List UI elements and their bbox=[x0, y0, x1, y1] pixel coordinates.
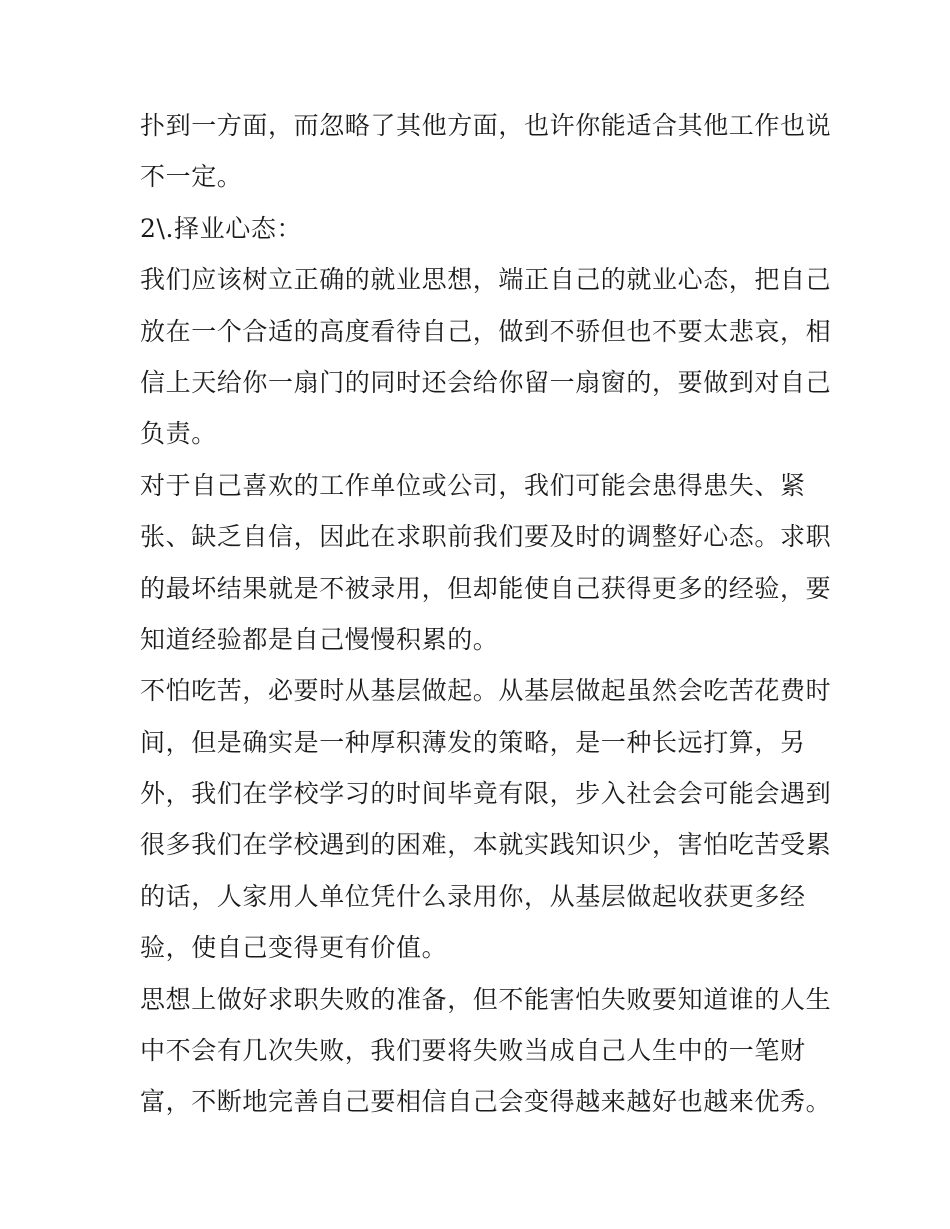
text-line: 中不会有几次失败，我们要将失败当成自己人生中的一笔财 bbox=[140, 1036, 806, 1066]
text-line: 外，我们在学校学习的时间毕竟有限，步入社会会可能会遇到 bbox=[140, 779, 832, 809]
text-line: 信上天给你一扇门的同时还会给你留一扇窗的，要做到对自己 bbox=[140, 367, 832, 397]
text-line: 很多我们在学校遇到的困难，本就实践知识少，害怕吃苦受累 bbox=[140, 830, 832, 860]
section-heading: 2\.择业心态： bbox=[140, 213, 303, 243]
text-line: 不一定。 bbox=[140, 162, 243, 192]
text-line: 我们应该树立正确的就业思想，端正自己的就业心态，把自己 bbox=[140, 265, 832, 295]
text-line: 的话，人家用人单位凭什么录用你，从基层做起收获更多经 bbox=[140, 881, 806, 911]
text-line: 对于自己喜欢的工作单位或公司，我们可能会患得患失、紧 bbox=[140, 470, 806, 500]
text-line: 放在一个合适的高度看待自己，做到不骄但也不要太悲哀，相 bbox=[140, 316, 832, 346]
text-line: 富，不断地完善自己要相信自己会变得越来越好也越来优秀。 bbox=[140, 1087, 832, 1117]
text-line: 负责。 bbox=[140, 419, 217, 449]
text-line: 知道经验都是自己慢慢积累的。 bbox=[140, 624, 499, 654]
text-line: 扑到一方面，而忽略了其他方面，也许你能适合其他工作也说 bbox=[140, 111, 832, 140]
text-line: 验，使自己变得更有价值。 bbox=[140, 933, 448, 963]
text-line: 的最坏结果就是不被录用，但却能使自己获得更多的经验，要 bbox=[140, 573, 832, 603]
text-line: 间，但是确实是一种厚积薄发的策略，是一种长远打算，另 bbox=[140, 727, 806, 757]
text-line: 张、缺乏自信，因此在求职前我们要及时的调整好心态。求职 bbox=[140, 522, 832, 552]
document-body bbox=[140, 100, 832, 1128]
text-line: 思想上做好求职失败的准备，但不能害怕失败要知道谁的人生 bbox=[140, 984, 832, 1014]
text-line: 不怕吃苦，必要时从基层做起。从基层做起虽然会吃苦花费时 bbox=[140, 676, 832, 706]
